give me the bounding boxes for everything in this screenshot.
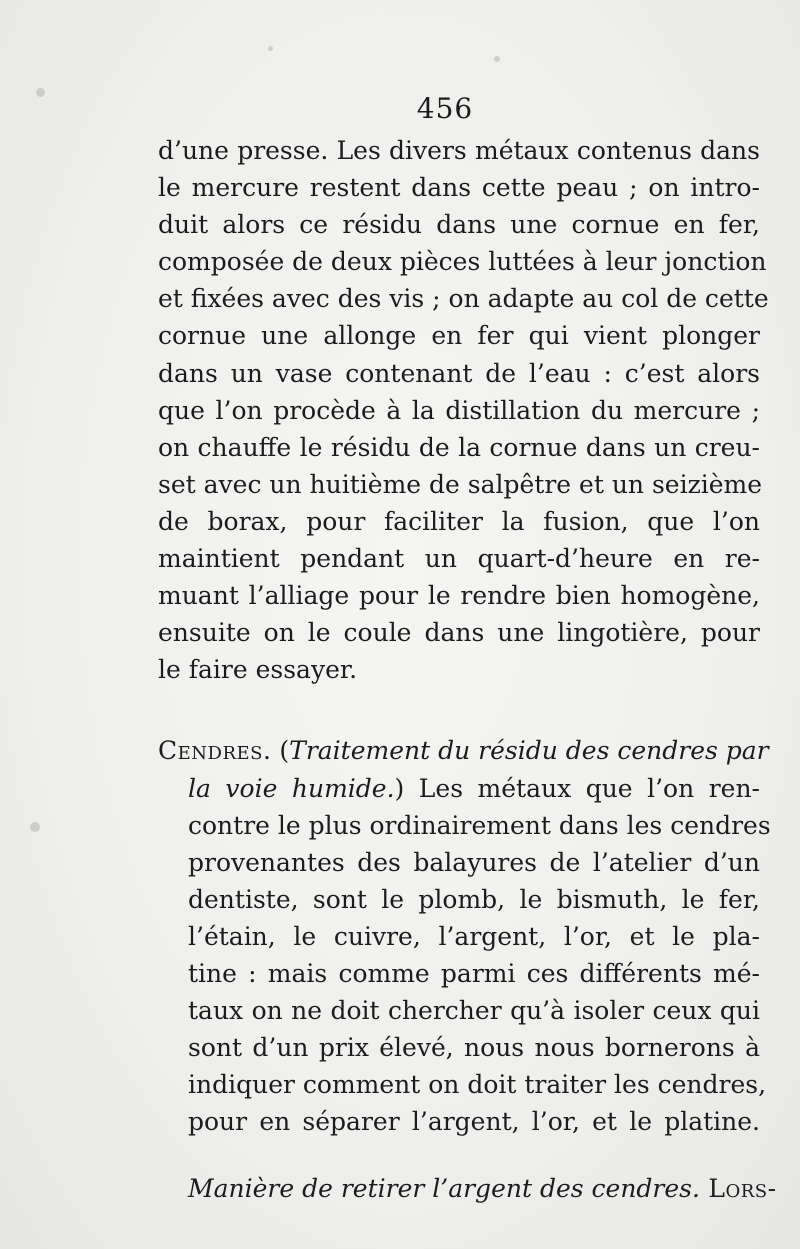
subsection-heading-italic: Manière de retirer l’argent des cendres. [188, 1174, 700, 1204]
text-line: de borax, pour faciliter la fusion, que l’on [158, 506, 760, 536]
text-line: sont d’un prix élevé, nous nous bornerons à [188, 1033, 760, 1063]
section-heading-italic: la voie humide. [188, 773, 395, 803]
paper-speck [30, 822, 40, 832]
text-line: ensuite on le coule dans une lingotière, pour [158, 618, 760, 648]
text-line: contre le plus ordinairement dans les cendres [188, 810, 771, 840]
text-line: dans un vase contenant de l’eau : c’est alors [158, 358, 760, 388]
text-line: l’étain, le cuivre, l’argent, l’or, et le pla- [188, 921, 760, 951]
section-heading-italic: Traitement du résidu des cendres par [289, 736, 769, 766]
text-line: on chauffe le résidu de la cornue dans un creu- [158, 432, 760, 462]
text-line: composée de deux pièces luttées à leur jonction [158, 247, 767, 277]
text-fragment: Les métaux que l’on ren- [404, 773, 760, 803]
text-line: provenantes des balayures de l’atelier d’un [188, 847, 760, 877]
paragraph-gap [158, 688, 760, 732]
text-line [158, 770, 760, 807]
text-line: d’une presse. Les divers métaux contenus dans [158, 136, 760, 165]
text-line: duit alors ce résidu dans une cornue en fer, [158, 210, 760, 240]
text-line: taux on ne doit chercher qu’à isoler ceux qui [188, 996, 760, 1026]
text-line: maintient pendant un quart-d’heure en re- [158, 544, 760, 574]
body-text [158, 132, 777, 1208]
text-line: que l’on procède à la distillation du mercure ; [158, 395, 760, 425]
paragraph-gap [158, 1140, 760, 1170]
section-heading-word: Cendres. [158, 736, 272, 766]
text-line: le mercure restent dans cette peau ; on intro- [158, 173, 760, 203]
paren-open: ( [279, 736, 290, 766]
paper-speck [494, 56, 500, 62]
text-line: pour en séparer l’argent, l’or, et le platine. [188, 1107, 760, 1137]
subsection-heading-line [158, 1170, 777, 1207]
page-number: 456 [416, 92, 474, 125]
text-line: dentiste, sont le plomb, le bismuth, le fer, [188, 884, 760, 914]
text-line: muant l’alliage pour le rendre bien homogène, [158, 581, 760, 611]
text-line: set avec un huitième de salpêtre et un seizième [158, 469, 763, 499]
text-line: le faire essayer. [158, 655, 358, 685]
text-line: et fixées avec des vis ; on adapte au col de cette [158, 284, 769, 314]
section-heading-line [158, 732, 769, 769]
text-fragment: Lors- [699, 1174, 777, 1204]
text-line: tine : mais comme parmi ces différents mé- [188, 958, 760, 988]
paper-speck [268, 46, 273, 51]
text-line: cornue une allonge en fer qui vient plonger [158, 321, 760, 351]
text-line: indiquer comment on doit traiter les cendres, [188, 1070, 767, 1100]
paren-close: ) [394, 773, 405, 803]
